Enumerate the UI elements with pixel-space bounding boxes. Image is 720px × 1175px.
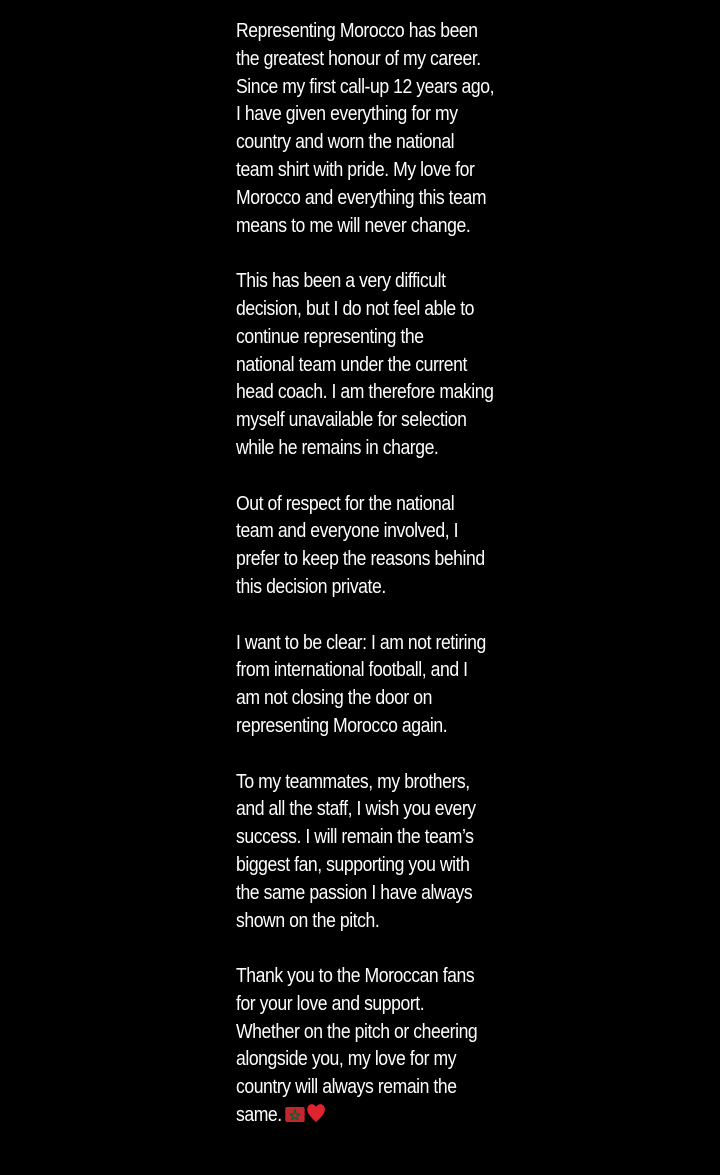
last-line	[236, 1102, 500, 1132]
text-line: This has been a very difficult	[236, 270, 446, 293]
text-line: myself unavailable for selection	[236, 409, 467, 432]
text-line: from international football, and I	[236, 659, 468, 682]
text-line: representing Morocco again.	[236, 714, 448, 737]
text-line: this decision private.	[236, 575, 386, 598]
text-line: while he remains in charge.	[236, 436, 439, 459]
text-line: To my teammates, my brothers,	[236, 770, 470, 793]
text-line: head coach. I am therefore making	[236, 381, 494, 404]
text-line: country will always remain the	[236, 1076, 457, 1099]
text-line: for your love and support.	[236, 992, 425, 1015]
text-line: same.	[236, 1104, 282, 1127]
text-line: continue representing the	[236, 325, 424, 348]
text-line: means to me will never change.	[236, 214, 471, 237]
text-line: shown on the pitch.	[236, 909, 380, 932]
text-line: alongside you, my love for my	[236, 1048, 457, 1071]
text-line: country and worn the national	[236, 131, 455, 154]
paragraph-6	[236, 963, 500, 1132]
text-line: Morocco and everything this team	[236, 186, 487, 209]
text-line: the greatest honour of my career.	[236, 47, 481, 70]
statement-text	[236, 18, 500, 1160]
text-line: am not closing the door on	[236, 687, 432, 710]
text-line: Representing Morocco has been	[236, 20, 478, 42]
text-line: the same passion I have always	[236, 881, 473, 904]
text-line: Thank you to the Moroccan fans	[236, 965, 475, 988]
paragraph-1	[236, 18, 500, 240]
text-line: decision, but I do not feel able to	[236, 297, 475, 320]
text-line: biggest fan, supporting you with	[236, 853, 470, 876]
text-line: I have given everything for my	[236, 103, 458, 126]
text-line: team shirt with pride. My love for	[236, 158, 475, 181]
paragraph-4	[236, 630, 500, 741]
paragraph-2	[236, 268, 500, 463]
text-line: Since my first call-up 12 years ago,	[236, 75, 495, 98]
text-line: national team under the current	[236, 353, 467, 376]
text-line: and all the staff, I wish you every	[236, 798, 476, 821]
text-line: Out of respect for the national	[236, 492, 455, 515]
red-heart-icon	[306, 1103, 325, 1132]
morocco-flag-icon	[285, 1107, 304, 1122]
text-line: Whether on the pitch or cheering	[236, 1020, 478, 1043]
paragraph-5	[236, 769, 500, 936]
text-line: I want to be clear: I am not retiring	[236, 631, 486, 654]
text-line: team and everyone involved, I	[236, 520, 459, 543]
paragraph-3	[236, 491, 500, 602]
text-line: prefer to keep the reasons behind	[236, 548, 485, 571]
text-line: success. I will remain the team’s	[236, 826, 474, 849]
